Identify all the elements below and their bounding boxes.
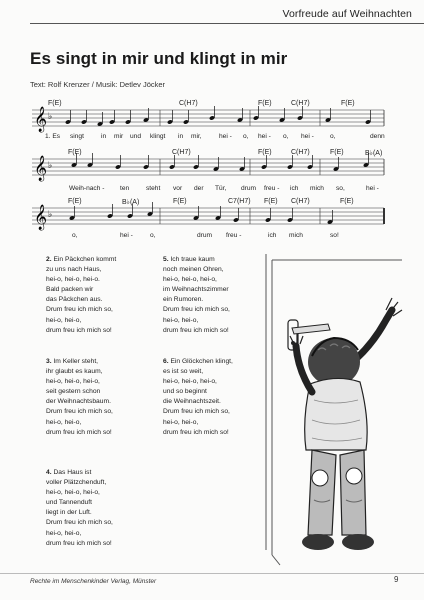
verse-number: 4.	[46, 469, 52, 476]
chord-symbol: F(E)	[68, 198, 82, 205]
lyric-syllable: o,	[283, 133, 289, 140]
verse-line: seit gestern schon	[46, 388, 101, 396]
verse-line: der Weihnachtsbaum.	[46, 398, 111, 406]
lyric-syllable: o,	[72, 232, 78, 239]
flat-sign-icon: ♭	[48, 112, 53, 122]
lyric-syllable: 1. Es	[45, 133, 61, 140]
verse-4	[46, 468, 166, 549]
verse-line: Drum freu ich mich so,	[163, 408, 230, 416]
verse-line: das Päckchen aus.	[46, 296, 103, 304]
lyric-syllable: drum	[241, 185, 257, 192]
lyric-syllable: freu -	[226, 232, 242, 239]
lyric-syllable: singt	[70, 133, 84, 140]
music-staff	[32, 106, 384, 132]
verse-number: 2.	[46, 256, 52, 263]
chord-symbol: C(H7)	[291, 100, 310, 107]
verse-line: Drum freu ich mich so,	[163, 306, 230, 314]
lyric-syllable: hei -	[219, 133, 232, 140]
treble-clef-icon: 𝄞	[34, 205, 48, 230]
lyric-syllable: o,	[150, 232, 156, 239]
chord-symbol: C7(H7)	[228, 198, 251, 205]
lyric-syllable: o,	[243, 133, 249, 140]
verse-line: hei-o, hei-o, hei-o,	[163, 276, 217, 284]
chord-symbol: C(H7)	[291, 149, 310, 156]
lyric-syllable: mir,	[191, 133, 202, 140]
verse-line: Das Haus ist	[53, 469, 92, 476]
verse-line: Ein Päckchen kommt	[53, 256, 117, 263]
chord-symbol: F(E)	[68, 149, 82, 156]
song-credits: Text: Rolf Krenzer / Musik: Detlev Jöcker	[30, 80, 166, 89]
treble-clef-icon: 𝄞	[34, 107, 48, 132]
lyric-syllable: mir	[114, 133, 124, 140]
music-staff	[32, 153, 384, 181]
verse-line: Ein Glöckchen klingt,	[170, 358, 233, 365]
verse-line: drum freu ich mich so!	[46, 539, 112, 547]
verse-line: Drum freu ich mich so,	[46, 408, 113, 416]
lyric-syllable: steht	[146, 185, 161, 192]
section-header: Vorfreude auf Weihnachten	[282, 8, 412, 20]
chord-symbol: F(E)	[330, 149, 344, 156]
verse-line: drum freu ich mich so!	[163, 428, 229, 436]
verse-3	[46, 357, 166, 438]
verse-line: hei-o, hei-o,	[46, 316, 82, 324]
verse-line: hei-o, hei-o, hei-o,	[46, 378, 100, 386]
chord-symbol: B♭(A)	[365, 150, 383, 157]
chord-symbol: F(E)	[340, 198, 354, 205]
verse-line: und Tannenduft	[46, 499, 92, 507]
chord-symbol: C(H7)	[172, 149, 191, 156]
verse-line: Drum freu ich mich so,	[46, 519, 113, 527]
footer-divider	[0, 573, 424, 574]
lyric-syllable: Weih-nach -	[69, 185, 105, 192]
verse-line: hei-o, hei-o, hei-o,	[46, 489, 100, 497]
chord-symbol: F(E)	[258, 149, 272, 156]
lyric-syllable: drum	[197, 232, 213, 239]
chord-symbol: C(H7)	[291, 198, 310, 205]
verse-line: drum freu ich mich so!	[163, 326, 229, 334]
lyric-syllable: und	[130, 133, 142, 140]
lyric-syllable: klingt	[150, 133, 166, 140]
verse-line: Im Keller steht,	[53, 358, 99, 365]
lyric-syllable: der	[194, 185, 204, 192]
verse-line: drum freu ich mich so!	[46, 326, 112, 334]
song-title: Es singt in mir und klingt in mir	[30, 49, 288, 68]
lyric-syllable: vor	[173, 185, 183, 192]
copyright-note: Rechte im Menschenkinder Verlag, Münster	[30, 578, 157, 585]
lyric-syllable: mich	[310, 185, 324, 192]
chord-symbol: F(E)	[173, 198, 187, 205]
treble-clef-icon: 𝄞	[34, 156, 48, 181]
lyric-syllable: in	[178, 133, 184, 140]
lyric-syllable: so,	[336, 185, 345, 192]
lyric-syllable: so!	[330, 232, 339, 239]
music-staff	[32, 202, 384, 230]
verse-line: hei-o, hei-o, hei-o.	[46, 276, 100, 284]
verse-2	[46, 255, 166, 336]
chord-symbol: F(E)	[258, 100, 272, 107]
lyric-syllable: in	[101, 133, 107, 140]
flat-sign-icon: ♭	[48, 161, 53, 171]
verse-line: Ich traue kaum	[170, 256, 215, 263]
lyric-syllable: hei -	[258, 133, 271, 140]
verse-line: ihr glaubt es kaum,	[46, 368, 103, 376]
verse-line: zu uns nach Haus,	[46, 266, 102, 274]
verse-line: liegt in der Luft.	[46, 509, 92, 517]
verse-number: 5.	[163, 256, 169, 263]
lyric-syllable: Tür,	[215, 185, 227, 192]
lyric-syllable: freu -	[264, 185, 280, 192]
verse-line: drum freu ich mich so!	[46, 428, 112, 436]
verse-line: hei-o, hei-o,	[163, 316, 199, 324]
chord-symbol: F(E)	[341, 100, 355, 107]
verse-line: Drum freu ich mich so,	[46, 306, 113, 314]
chord-symbol: F(E)	[48, 100, 62, 107]
lyric-syllable: hei -	[301, 133, 314, 140]
verse-line: und so beginnt	[163, 388, 207, 396]
lyric-syllable: hei -	[120, 232, 133, 239]
lyric-syllable: ten	[120, 185, 130, 192]
lyric-syllable: ich	[268, 232, 277, 239]
lyric-syllable: ich	[290, 185, 299, 192]
lyric-syllable: mich	[289, 232, 303, 239]
verse-line: hei-o, hei-o,	[163, 418, 199, 426]
verse-line: es ist so weit,	[163, 368, 204, 376]
lyric-syllable: denn	[370, 133, 385, 140]
lyric-syllable: hei -	[366, 185, 379, 192]
flat-sign-icon: ♭	[48, 210, 53, 220]
page-number: 9	[394, 575, 399, 584]
child-at-door-illustration	[262, 250, 412, 570]
chord-symbol: B♭(A)	[122, 199, 140, 206]
verse-line: die Weihnachtszeit.	[163, 398, 221, 406]
verse-line: hei-o, hei-o,	[46, 529, 82, 537]
verse-line: Bald packen wir	[46, 286, 94, 294]
chord-symbol: C(H7)	[179, 100, 198, 107]
verse-line: noch meinen Ohren,	[163, 266, 224, 274]
verse-number: 3.	[46, 358, 52, 365]
chord-symbol: F(E)	[264, 198, 278, 205]
verse-line: im Weihnachtszimmer	[163, 286, 229, 294]
lyric-syllable: o,	[330, 133, 336, 140]
verse-line: voller Plätzchenduft,	[46, 479, 107, 487]
music-notation	[0, 0, 424, 250]
verse-line: ein Rumoren.	[163, 296, 204, 304]
verse-line: hei-o, hei-o,	[46, 418, 82, 426]
verse-number: 6.	[163, 358, 169, 365]
verse-line: hei-o, hei-o, hei-o,	[163, 378, 217, 386]
